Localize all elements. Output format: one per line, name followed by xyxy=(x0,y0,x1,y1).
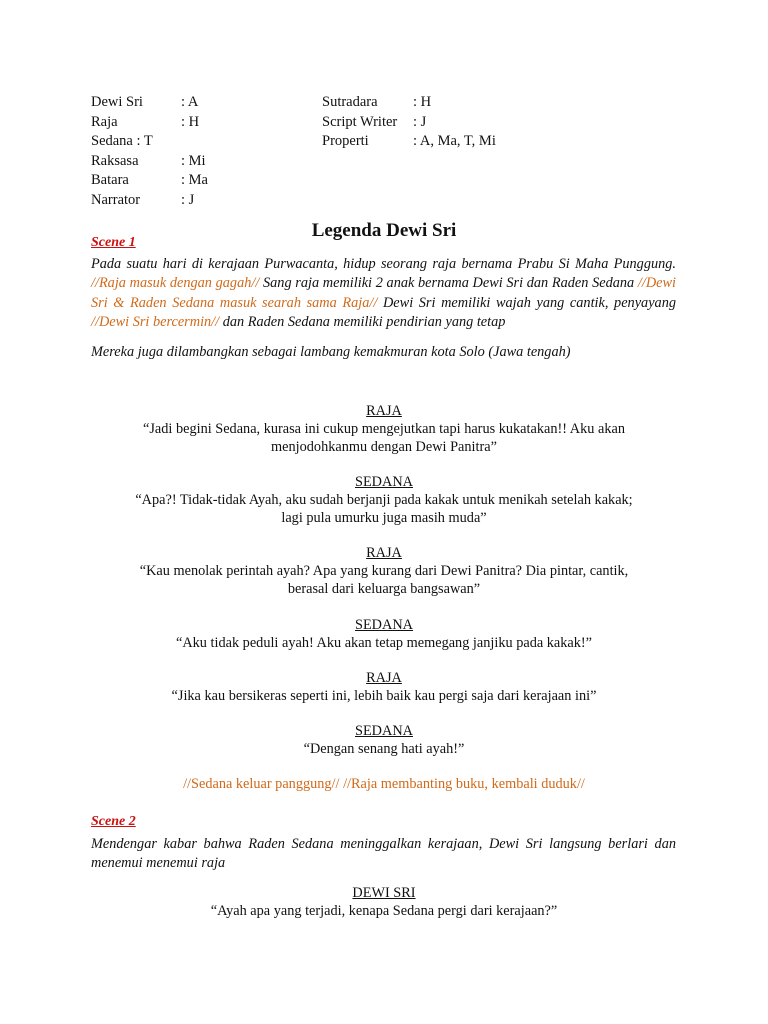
cast-role: Raksasa xyxy=(91,152,139,169)
stage-direction: //Dewi Sri & Raden Sedana masuk searah sama Raja// xyxy=(91,275,676,311)
scene-1-narration xyxy=(91,255,676,332)
cast-role: Dewi Sri xyxy=(91,94,143,110)
dialog-line: “Dengan senang hati ayah!” xyxy=(303,741,465,757)
stage-direction: //Raja masuk dengan gagah// xyxy=(91,275,260,292)
cast-actor: : Ma xyxy=(181,172,208,188)
speaker-name: RAJA xyxy=(366,403,402,419)
scene-2-label: Scene 2 xyxy=(91,814,136,829)
crew-actor: : J xyxy=(413,113,427,130)
stage-direction-center: //Sedana keluar panggung// //Raja membanting buku, kembali duduk// xyxy=(183,776,585,792)
page-title: Legenda Dewi Sri xyxy=(311,220,457,241)
dialog-block xyxy=(134,616,634,652)
stage-direction: //Dewi Sri bercermin// xyxy=(91,313,220,330)
crew-actor: : H xyxy=(413,94,432,110)
cast-role: Sedana : T xyxy=(91,133,153,149)
crew-actor: : A, Ma, T, Mi xyxy=(413,133,496,149)
dialog-line: “Kau menolak perintah ayah? Apa yang kurang dari Dewi Panitra? Dia pintar, cantik, berasal dari keluarga bangsawan” xyxy=(139,563,629,597)
dialog-block xyxy=(134,722,634,758)
narration-text: Pada suatu hari di kerajaan Purwacanta, hidup seorang raja bernama Prabu Si Maha Punggung. xyxy=(91,256,676,272)
dialog-line: “Aku tidak peduli ayah! Aku akan tetap memegang janjiku pada kakak!” xyxy=(175,635,593,651)
cast-actor: : Mi xyxy=(181,152,206,169)
narration-text: Dewi Sri memiliki wajah yang cantik, penyayang xyxy=(377,294,676,311)
dialog-block xyxy=(134,669,634,705)
cast-role: Raja xyxy=(91,113,118,130)
cast-role: Narrator xyxy=(91,191,141,208)
speaker-name: SEDANA xyxy=(355,617,413,633)
speaker-name: DEWI SRI xyxy=(352,885,416,901)
speaker-name: SEDANA xyxy=(355,723,413,739)
narration-text: dan Raden Sedana memiliki pendirian yang tetap xyxy=(219,313,506,330)
speaker-name: RAJA xyxy=(366,545,402,561)
cast-role: Batara xyxy=(91,172,129,188)
cast-actor: : H xyxy=(181,113,200,130)
speaker-name: SEDANA xyxy=(355,474,413,490)
dialog-line: “Apa?! Tidak-tidak Ayah, aku sudah berjanji pada kakak untuk menikah setelah kakak; lagi pula umurku juga masih muda” xyxy=(135,492,633,526)
crew-role: Script Writer xyxy=(322,113,398,130)
scene-2-narration: Mendengar kabar bahwa Raden Sedana meninggalkan kerajaan, Dewi Sri langsung berlari dan menemui menemui raja xyxy=(91,836,676,872)
dialog-block xyxy=(134,473,634,527)
crew-role: Sutradara xyxy=(322,94,378,110)
dialog-line: “Ayah apa yang terjadi, kenapa Sedana pergi dari kerajaan?” xyxy=(210,903,558,919)
dialog-block xyxy=(134,884,634,920)
cast-actor: : A xyxy=(181,94,199,110)
speaker-name: RAJA xyxy=(366,670,402,686)
cast-actor: : J xyxy=(181,191,195,208)
dialog-block xyxy=(134,544,634,598)
dialog-line: “Jadi begini Sedana, kurasa ini cukup mengejutkan tapi harus kukatakan!! Aku akan menjodohkanmu dengan Dewi Panitra” xyxy=(143,421,625,455)
dialog-line: “Jika kau bersikeras seperti ini, lebih baik kau pergi saja dari kerajaan ini” xyxy=(171,688,597,704)
crew-role: Properti xyxy=(322,133,369,149)
scene-1-label: Scene 1 xyxy=(91,235,136,250)
scene-1-narration-2: Mereka juga dilambangkan sebagai lambang kemakmuran kota Solo (Jawa tengah) xyxy=(91,344,571,360)
narration-text: Sang raja memiliki 2 anak bernama Dewi Sri dan Raden Sedana xyxy=(259,275,638,292)
dialog-block xyxy=(134,402,634,456)
